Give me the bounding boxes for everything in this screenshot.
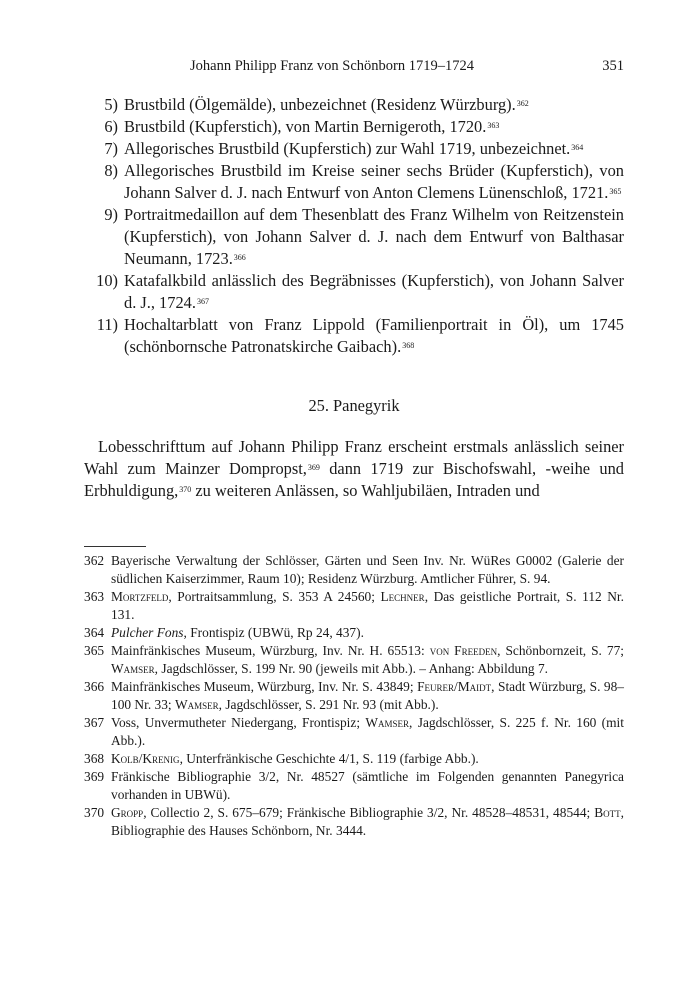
list-item-text — [124, 116, 624, 138]
footnote — [84, 552, 624, 588]
list-item-text — [124, 204, 624, 270]
list-item-number: 9) — [104, 205, 118, 224]
footnote-text: Mortzfeld — [111, 589, 169, 604]
list-item-content: Hochaltarblatt von Franz Lippold (Familienportrait in Öl), um 1745 (schönbornsche Patronatskirche Gaibach). — [124, 315, 624, 356]
footnote — [84, 624, 624, 642]
footnote-ref[interactable]: 366 — [233, 253, 246, 262]
section-heading: 25. Panegyrik — [308, 396, 400, 415]
footnote-text: Pulcher Fons — [111, 625, 184, 640]
footnote-text: Gropp — [111, 805, 144, 820]
list-item-content: Brustbild (Ölgemälde), unbezeichnet (Residenz Würzburg). — [124, 95, 516, 114]
footnote-text: , Frontispiz (UBWü, Rp 24, 437). — [183, 625, 364, 640]
footnote-ref[interactable]: 363 — [487, 121, 500, 130]
footnote-text: , Jagdschlösser, S. 225 f. Nr. 160 (mit Abb.). — [111, 715, 624, 748]
list-item-content: Allegorisches Brustbild im Kreise seiner sechs Brüder (Kupferstich), von Johann Salver d. J. nach Entwurf von Anton Clemens Lünenschloß, 1721. — [124, 161, 624, 202]
list-item-content: Brustbild (Kupferstich), von Martin Bernigeroth, 1720. — [124, 117, 487, 136]
footnote-ref[interactable]: 365 — [609, 187, 622, 196]
footnotes — [84, 552, 624, 840]
footnote-divider — [84, 546, 146, 547]
list-item-text — [124, 270, 624, 314]
running-title: Johann Philipp Franz von Schönborn 1719–1724 — [190, 58, 474, 74]
footnote — [84, 714, 624, 750]
list-item-number: 5) — [104, 95, 118, 114]
footnote-number: 362 — [84, 553, 105, 568]
list-item — [84, 94, 624, 116]
footnote-text: von Freeden — [429, 643, 498, 658]
footnote-ref[interactable]: 367 — [196, 297, 209, 306]
footnote-number: 365 — [84, 643, 105, 658]
paragraph-text-3: zu weiteren Anlässen, so Wahljubiläen, Intraden und — [191, 481, 540, 500]
footnote — [84, 750, 624, 768]
list-item — [84, 116, 624, 138]
list-item-content: Allegorisches Brustbild (Kupferstich) zur Wahl 1719, unbezeichnet. — [124, 139, 571, 158]
footnote — [84, 678, 624, 714]
footnote-text: , Bibliographie des Hauses Schönborn, Nr. 3444. — [111, 805, 624, 838]
footnote-ref[interactable]: 368 — [402, 341, 415, 350]
paragraph-text-1: Lobesschrifttum auf Johann Philipp Franz erscheint erstmals anlässlich seiner Wahl zum Mainzer Dompropst, — [84, 437, 624, 478]
footnote-number: 364 — [84, 625, 105, 640]
footnote-text: Lechner — [380, 589, 425, 604]
body-paragraph — [84, 436, 624, 502]
page-number: 351 — [602, 58, 624, 74]
footnote — [84, 642, 624, 678]
footnote-ref[interactable]: 370 — [179, 485, 192, 494]
list-item-number: 6) — [104, 117, 118, 136]
footnote-text: Fränkische Bibliographie 3/2, Nr. 48527 (sämtliche im Folgenden genannten Panegyrica vorhanden in UBWü). — [111, 769, 624, 802]
footnote-text: Wamser — [174, 697, 219, 712]
footnote-text: Feurer/Maidt — [417, 679, 492, 694]
footnote-text: Bott — [594, 805, 621, 820]
footnote-text: , Unterfränkische Geschichte 4/1, S. 119 (farbige Abb.). — [179, 751, 479, 766]
footnote-number: 363 — [84, 589, 105, 604]
footnote-text: Bayerische Verwaltung der Schlösser, Gärten und Seen Inv. Nr. WüRes G0002 (Galerie der südlichen Kaiserzimmer, Raum 10); Residenz Würzburg. Amtlicher Führer, S. 94. — [111, 553, 624, 586]
list-item-text — [124, 94, 624, 116]
footnote-text: , Collectio 2, S. 675–679; Fränkische Bibliographie 3/2, Nr. 48528–48531, 48544; — [143, 805, 595, 820]
footnote-text: , Jagdschlösser, S. 291 Nr. 93 (mit Abb.). — [218, 697, 439, 712]
footnote-number: 368 — [84, 751, 105, 766]
footnote-number: 369 — [84, 769, 105, 784]
list-item — [84, 314, 624, 358]
footnote-text: Mainfränkisches Museum, Würzburg, Inv. Nr. H. 65513: — [111, 643, 430, 658]
footnote-number: 370 — [84, 805, 105, 820]
portrait-list — [84, 94, 624, 358]
running-header — [84, 58, 624, 82]
list-item-number: 8) — [104, 161, 118, 180]
list-item-text — [124, 314, 624, 358]
footnote — [84, 588, 624, 624]
list-item-content: Katafalkbild anlässlich des Begräbnisses (Kupferstich), von Johann Salver d. J., 1724. — [124, 271, 624, 312]
footnote — [84, 804, 624, 840]
footnote-text: , Portraitsammlung, S. 353 A 24560; — [168, 589, 381, 604]
list-item-content: Portraitmedaillon auf dem Thesenblatt des Franz Wilhelm von Reitzenstein (Kupferstich), von Johann Salver d. J. nach dem Entwurf von Balthasar Neumann, 1723. — [124, 205, 624, 268]
footnote-ref[interactable]: 362 — [516, 99, 529, 108]
list-item-text — [124, 160, 624, 204]
paragraph-text-2: dann 1719 zur Bischofswahl, -weihe und Erbhuldigung, — [84, 459, 625, 500]
footnote-text: Wamser — [365, 715, 410, 730]
list-item — [84, 138, 624, 160]
footnote-text: Kolb/Krenig — [111, 751, 180, 766]
footnote-text: , Das geistliche Portrait, S. 112 Nr. 131. — [111, 589, 624, 622]
list-item-number: 7) — [104, 139, 118, 158]
list-item — [84, 160, 624, 204]
footnote-text: , Stadt Würzburg, S. 98–100 Nr. 33; — [111, 679, 625, 712]
footnote-text: Voss, Unvermutheter Niedergang, Frontispiz; — [111, 715, 366, 730]
footnote-ref[interactable]: 369 — [307, 463, 320, 472]
footnote-number: 366 — [84, 679, 105, 694]
footnote-text: , Jagdschlösser, S. 199 Nr. 90 (jeweils mit Abb.). – Anhang: Abbildung 7. — [154, 661, 549, 676]
footnote-text: Wamser — [111, 661, 155, 676]
list-item-number: 10) — [96, 271, 118, 290]
footnote-ref[interactable]: 364 — [571, 143, 584, 152]
list-item-text — [124, 138, 624, 160]
footnote — [84, 768, 624, 804]
footnote-number: 367 — [84, 715, 105, 730]
footnote-text: Mainfränkisches Museum, Würzburg, Inv. Nr. S. 43849; — [111, 679, 418, 694]
list-item — [84, 204, 624, 270]
list-item — [84, 270, 624, 314]
footnote-text: , Schönbornzeit, S. 77; — [497, 643, 624, 658]
list-item-number: 11) — [96, 315, 118, 334]
